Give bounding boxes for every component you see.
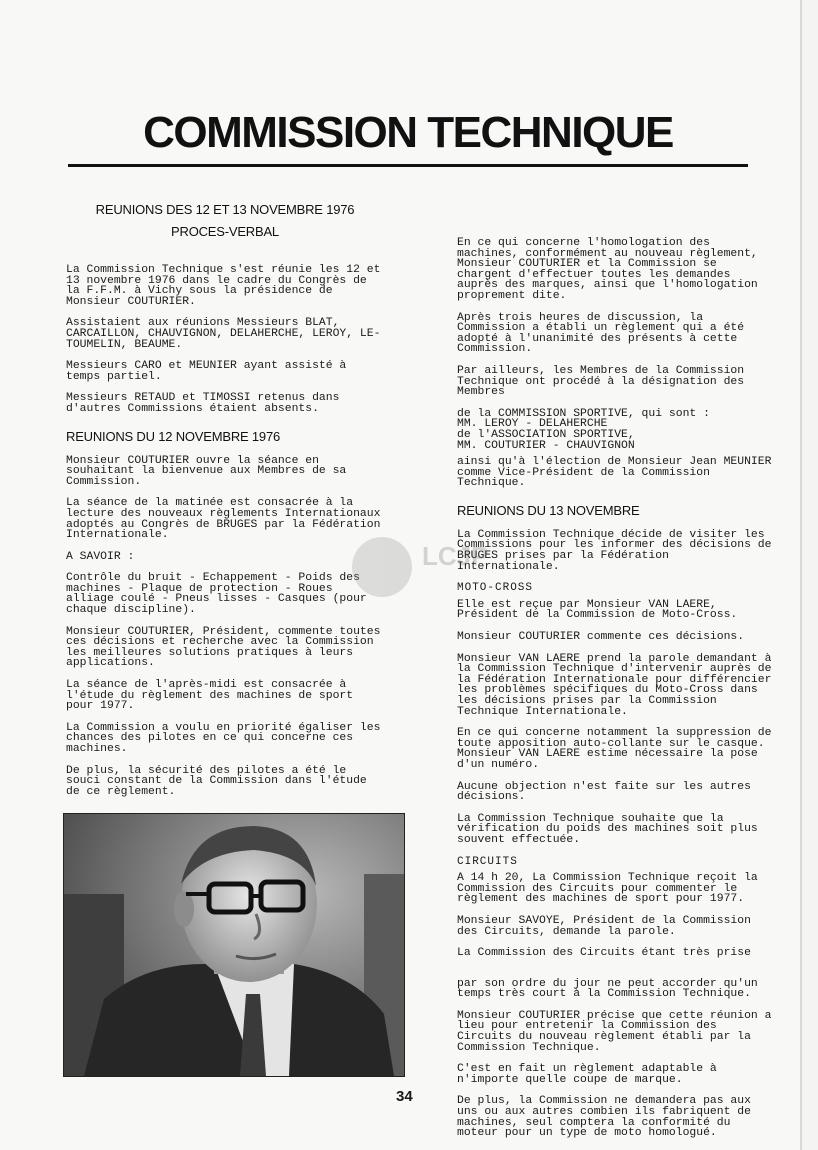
paragraph: Par ailleurs, les Membres de la Commission Technique ont procédé à la désignation des Membres <box>457 364 745 399</box>
commission-sportive-list <box>457 409 777 451</box>
paragraph: De plus, la Commission ne demandera pas aux uns ou aux autres combien ils fabriquent de machines, seul comptera la conformité du moteur pour un type de moto homologué. <box>457 1095 751 1140</box>
paragraph: ainsi qu'à l'élection de Monsieur Jean MEUNIER comme Vice-Président de la Commission Technique. <box>457 456 772 490</box>
list-item: MM. COUTURIER - CHAUVIGNON <box>457 439 635 452</box>
portrait-image <box>64 814 404 1076</box>
circuits-title: CIRCUITS <box>457 855 518 868</box>
paragraph: En ce qui concerne notamment la suppression de toute apposition auto-collante sur le casque. Monsieur VAN LAERE estime nécessaire la pose d'un numéro. <box>457 727 772 771</box>
paragraph: A SAVOIR : <box>66 550 135 563</box>
heading-proces-verbal: PROCES-VERBAL <box>171 224 279 239</box>
list-item: MM. LEROY - DELAHERCHE <box>457 418 608 431</box>
portrait-photo <box>63 813 405 1077</box>
paragraph: La Commission Technique s'est réunie les 12 et 13 novembre 1976 dans le cadre du Congrès de la F.F.M. à Vichy sous la présidence de Monsieur COUTURIER. <box>66 264 381 308</box>
paragraph: C'est en fait un règlement adaptable à n'importe quelle coupe de marque. <box>457 1063 717 1086</box>
paragraph: Messieurs CARO et MEUNIER ayant assisté à temps partiel. <box>66 360 347 383</box>
paragraph: La Commission Technique souhaite que la vérification du poids des machines soit plus souvent effectuée. <box>457 812 758 846</box>
paragraph: Monsieur SAVOYE, Président de la Commission des Circuits, demande la parole. <box>457 914 751 938</box>
paragraph: Messieurs RETAUD et TIMOSSI retenus dans d'autres Commissions étaient absents. <box>66 392 340 415</box>
section-title-12-novembre: REUNIONS DU 12 NOVEMBRE 1976 <box>66 428 281 444</box>
heading-dates: REUNIONS DES 12 ET 13 NOVEMBRE 1976 <box>95 202 355 217</box>
paragraph: par son ordre du jour ne peut accorder qu'un temps très court à la Commission Technique. <box>457 977 758 1001</box>
page-number: 34 <box>396 1088 413 1105</box>
title-rule <box>68 164 748 167</box>
section-title-13-novembre: REUNIONS DU 13 NOVEMBRE <box>457 502 640 518</box>
right-column <box>457 238 777 1150</box>
paragraph: Aucune objection n'est faite sur les autres décisions. <box>457 780 751 804</box>
paragraph: Elle est reçue par Monsieur VAN LAERE, Président de la Commission de Moto-Cross. <box>457 598 738 622</box>
paragraph: Monsieur VAN LAERE prend la parole demandant à la Commission Technique d'intervenir auprès de la Fédération Internationale pour différencier les problèmes spécifiques du Moto-Cross dans les décisions prises par la Commission Technique Internationale. <box>457 652 772 718</box>
paragraph: Monsieur COUTURIER, Président, commente toutes ces décisions et recherche avec la Commission les meilleures solutions pratiques à leurs applications. <box>66 625 381 670</box>
list-item: de l'ASSOCIATION SPORTIVE, <box>457 428 635 441</box>
page-title: COMMISSION TECHNIQUE <box>143 108 673 157</box>
paragraph: La Commission Technique décide de visiter les Commissions pour les informer des décisions de BRUGES prises par la Fédération Internationale. <box>457 528 772 573</box>
paragraph: Assistaient aux réunions Messieurs BLAT, CARCAILLON, CHAUVIGNON, DELAHERCHE, LEROY, LE-TOUMELIN, BEAUME. <box>66 317 381 351</box>
list-item: de la COMMISSION SPORTIVE, qui sont : <box>457 407 710 420</box>
paragraph: En ce qui concerne l'homologation des machines, conformément au nouveau règlement, Monsieur COUTURIER et la Commission se chargent d'effectuer toutes les demandes auprès des marques, ainsi que l'homologation proprement dite. <box>457 237 758 302</box>
watermark-logo <box>344 527 489 607</box>
paragraph: Monsieur COUTURIER commente ces décisions. <box>457 631 745 644</box>
motocross-title: MOTO-CROSS <box>457 582 534 595</box>
paragraph: De plus, la sécurité des pilotes a été le souci constant de la Commission dans l'étude de ce règlement. <box>66 764 367 798</box>
paragraph: Monsieur COUTURIER précise que cette réunion a lieu pour entretenir la Commission des Circuits du nouveau règlement établi par la Commission Technique. <box>457 1009 772 1054</box>
paragraph: La Commission des Circuits étant très prise <box>457 947 751 960</box>
left-column <box>66 202 384 808</box>
paragraph: Monsieur COUTURIER ouvre la séance en souhaitant la bienvenue aux Membres de sa Commission. <box>66 454 347 488</box>
paragraph: La séance de la matinée est consacrée à la lecture des nouveaux règlements Internationaux adoptés au Congrès de BRUGES par la Fédération Internationale. <box>66 497 381 542</box>
paragraph: Après trois heures de discussion, la Commission a établi un règlement qui a été adopté à l'unanimité des présents à cette Commission. <box>457 311 745 356</box>
paragraph: La Commission a voulu en priorité égaliser les chances des pilotes en ce qui concerne ces machines. <box>66 721 381 755</box>
watermark-text: LCJP <box>422 541 489 571</box>
paragraph: La séance de l'après-midi est consacrée à l'étude du règlement des machines de sport pour 1977. <box>66 679 354 713</box>
paragraph: A 14 h 20, La Commission Technique reçoit la Commission des Circuits pour commenter le règlement des machines de sport pour 1977. <box>457 872 758 906</box>
paragraph: Contrôle du bruit - Echappement - Poids des machines - Plaque de protection - Roues alliage coulé - Pneus lisses - Casques (pour chaque discipline). <box>66 572 367 617</box>
